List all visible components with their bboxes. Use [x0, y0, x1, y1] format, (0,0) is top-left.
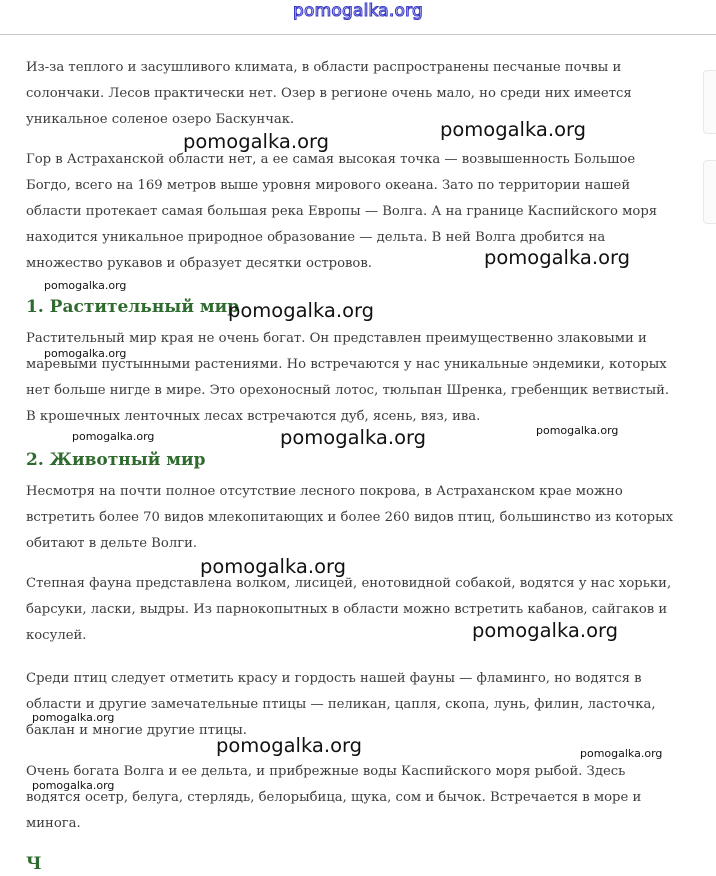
- watermark: pomogalka.org: [580, 747, 663, 760]
- paragraph-steppe-fauna: Степная фауна представлена волком, лисицей, енотовидной собакой, водятся у нас хорьки, барсуки, ласки, выдры. Из парнокопытных в области можно встретить кабанов, сайгаков и косулей.: [26, 576, 672, 643]
- site-logo[interactable]: pomogalka.org: [293, 1, 423, 21]
- side-panel-tab[interactable]: [703, 160, 716, 224]
- watermark: pomogalka.org: [32, 711, 115, 724]
- heading-flora: 1. Растительный мир: [26, 297, 240, 317]
- paragraph-relief: Гор в Астраханской области нет, а ее самая высокая точка — возвышенность Большое Богдо, всего на 169 метров выше уровня мирового океана. Зато по территории нашей области протекает самая большая река Европы — Волга. А на границе Каспийского моря находится уникальное природное образование — дельта. В ней Волга дробится на множество рукавов и образует десятки островов.: [26, 152, 658, 271]
- top-bar: [0, 0, 716, 35]
- watermark: pomogalka.org: [472, 619, 619, 642]
- watermark: pomogalka.org: [72, 430, 155, 443]
- paragraph-fauna-intro: Несмотря на почти полное отсутствие лесного покрова, в Астраханском крае можно встретить более 70 видов млекопитающих и более 260 видов птиц, большинство из которых обитают в дельте Волги.: [26, 484, 674, 551]
- watermark: pomogalka.org: [228, 299, 375, 322]
- paragraph-flora: Растительный мир края не очень богат. Он представлен преимущественно злаковыми и маревыми пустынными растениями. Но встречаются у нас уникальные эндемики, которых нет больше нигде в мире. Это орехоносный лотос, тюльпан Шренка, гребенщик ветвистый. В крошечных ленточных лесах встречаются дуб, ясень, вяз, ива.: [26, 331, 670, 424]
- watermark: pomogalka.org: [183, 130, 330, 153]
- side-panel-tab[interactable]: [703, 70, 716, 134]
- watermark: pomogalka.org: [200, 555, 347, 578]
- watermark: pomogalka.org: [32, 779, 115, 792]
- paragraph-soils: Из-за теплого и засушливого климата, в области распространены песчаные почвы и солончаки. Лесов практически нет. Озер в регионе очень мало, но среди них имеется уникальное соленое озеро Баскунчак.: [26, 60, 632, 127]
- watermark: pomogalka.org: [44, 347, 127, 360]
- paragraph-birds: Среди птиц следует отметить красу и гордость нашей фауны — фламинго, но водятся в области и другие замечательные птицы — пеликан, цапля, скопа, лунь, филин, ласточка, баклан и многие другие птицы.: [26, 671, 656, 738]
- paragraph-fish: Очень богата Волга и ее дельта, и прибрежные воды Каспийского моря рыбой. Здесь водятся осетр, белуга, стерлядь, белорыбица, щука, сом и бычок. Встречается в море и минога.: [26, 764, 642, 831]
- watermark: pomogalka.org: [216, 734, 363, 757]
- heading-fauna: 2. Животный мир: [26, 450, 206, 470]
- watermark: pomogalka.org: [484, 246, 631, 269]
- watermark: pomogalka.org: [44, 279, 127, 292]
- watermark: pomogalka.org: [536, 424, 619, 437]
- heading-next-partial: Ч: [26, 854, 42, 874]
- watermark: pomogalka.org: [440, 118, 587, 141]
- watermark: pomogalka.org: [280, 426, 427, 449]
